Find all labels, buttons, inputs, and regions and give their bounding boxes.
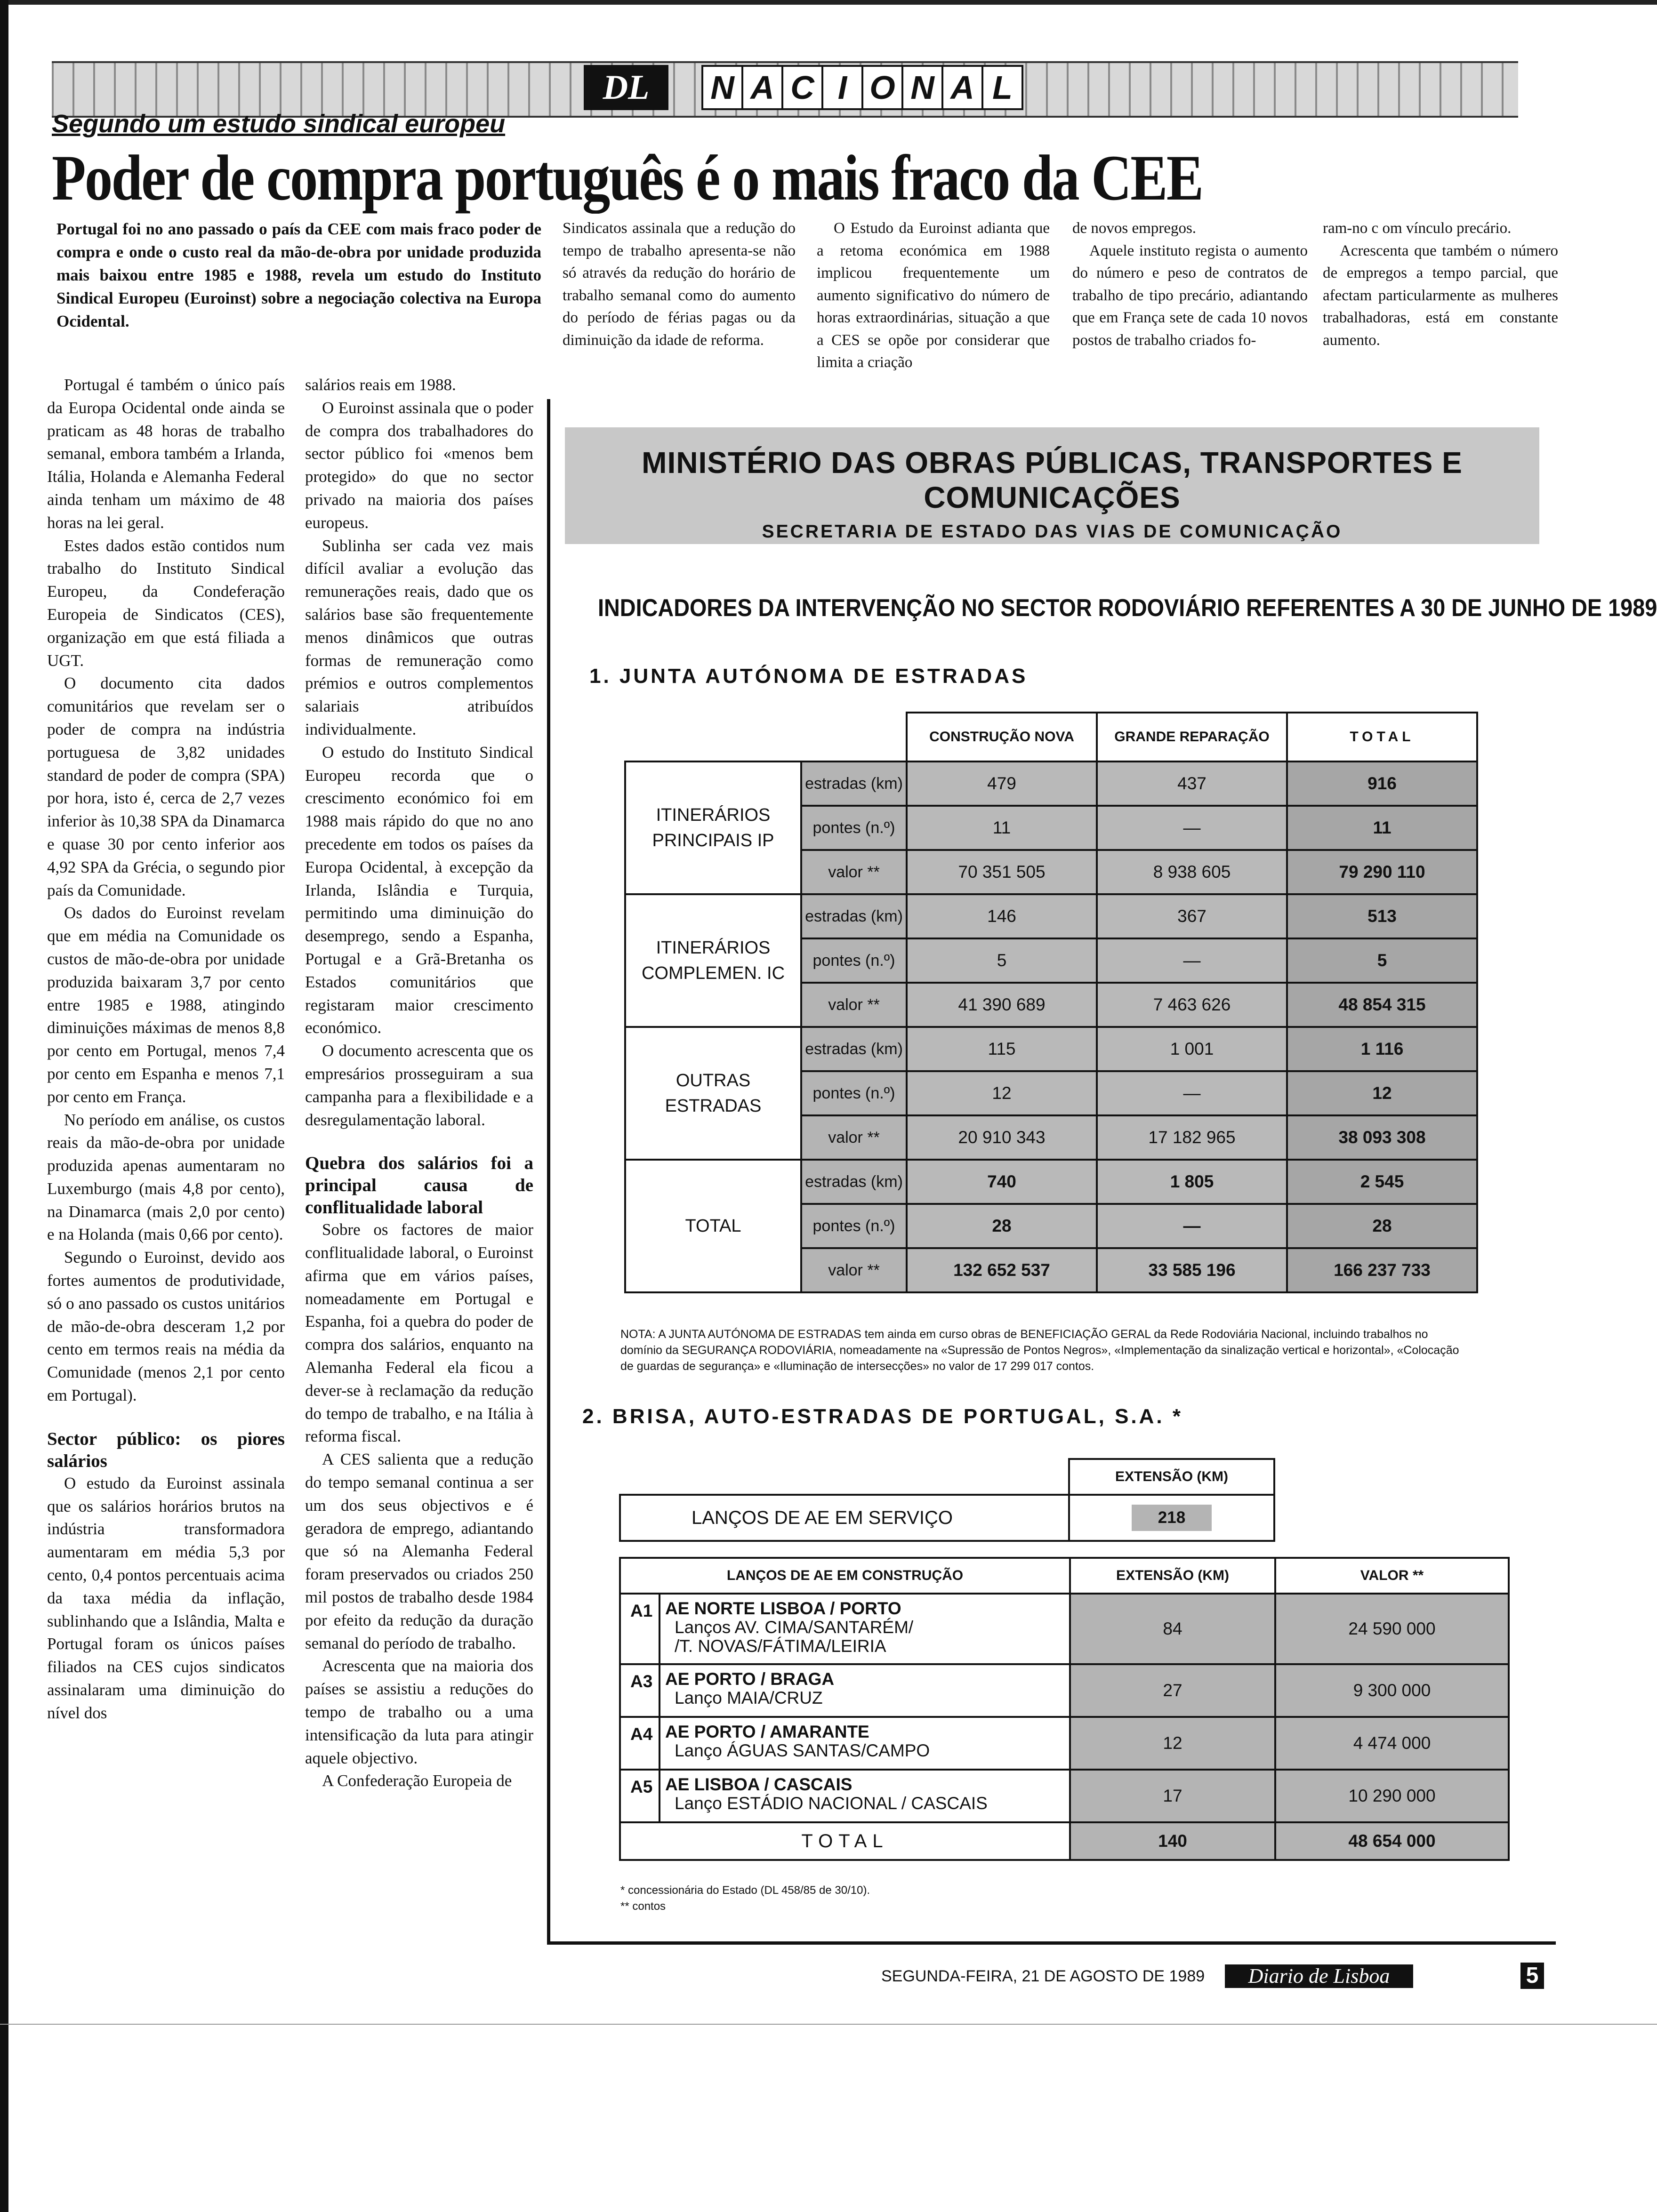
cell: 28	[1287, 1204, 1477, 1248]
table-row	[620, 1594, 1509, 1664]
cell: —	[1097, 938, 1287, 983]
cell: 28	[907, 1204, 1097, 1248]
header-total: TOTAL	[1287, 713, 1477, 761]
brisa-construction-table	[619, 1557, 1510, 1861]
page-left-edge	[0, 0, 8, 2212]
article-column-5	[1072, 217, 1308, 352]
paragraph: O documento cita dados comunitários que revelam ser o poder de compra na indústria portuguesa de 3,82 unidades standard de poder de compra (SPA) por hora, isto é, cerca de 2,7 vezes inferior às 10,38 SPA da Dinamarca e quase 30 por cento inferior aos 4,92 SPA da Grécia, o segundo pior país da Comunidade.	[47, 674, 285, 899]
paragraph: O Estudo da Euroinst adianta que a retoma económica em 1988 implicou frequentemente um aumento significativo do número de horas extraordinárias, situação a que a CES se opõe por considerar que limita a criação	[817, 220, 1050, 371]
article-column-3	[563, 217, 796, 352]
section-letter: N	[701, 65, 743, 110]
ae-name: AE PORTO / BRAGA	[665, 1669, 835, 1689]
cell: 84	[1070, 1594, 1275, 1664]
paragraph: Sobre os factores de maior conflitualidade laboral, o Euroinst afirma que em vários países, nomeadamente em Portugal e Espanha, foi a quebra do poder de compra dos salários, enquanto na Alemanha Federal ela ficou a dever-se à reclamação da redução do tempo de trabalho, e na Itália à reforma fiscal.	[305, 1220, 533, 1446]
bottom-rule	[0, 2024, 1657, 2025]
article-column-1	[47, 374, 285, 1725]
paragraph: Estes dados estão contidos num trabalho do Instituto Sindical Europeu, da Condeferação Europeia de Sindicatos (CES), organização em que está filiada a UGT.	[47, 536, 285, 670]
subheading: Quebra dos salários foi a principal causa de conflitualidade laboral	[305, 1153, 533, 1218]
cell	[1069, 1495, 1274, 1541]
row-label: pontes (n.º)	[801, 1204, 907, 1248]
table-row	[625, 894, 1477, 938]
cell: 5	[907, 938, 1097, 983]
cell: 48 654 000	[1275, 1822, 1509, 1860]
row-label: estradas (km)	[801, 1160, 907, 1204]
paragraph: O Euroinst assinala que o poder de compra dos trabalhadores do sector público foi «menos bem protegido» do que no sector privado na maioria dos países europeus.	[305, 398, 533, 532]
cell: 146	[907, 894, 1097, 938]
section-1-title: 1. JUNTA AUTÓNOMA DE ESTRADAS	[589, 665, 1028, 688]
cell: 79 290 110	[1287, 850, 1477, 894]
cell: 11	[1287, 806, 1477, 850]
cell: 132 652 537	[907, 1248, 1097, 1292]
subheading: Sector público: os piores salários	[47, 1428, 285, 1471]
ministry-name: MINISTÉRIO DAS OBRAS PÚBLICAS, TRANSPORTES E COMUNICAÇÕES	[642, 446, 1463, 514]
cell: 740	[907, 1160, 1097, 1204]
paragraph: de novos empregos.	[1072, 220, 1197, 237]
section-letter: I	[821, 65, 863, 110]
cell: 12	[1287, 1071, 1477, 1115]
header-lancos: LANÇOS DE AE EM CONSTRUÇÃO	[620, 1558, 1070, 1594]
ae-sub: Lanços AV. CIMA/SANTARÉM/	[675, 1618, 914, 1637]
article-headline: Poder de compra português é o mais fraco da CEE	[52, 142, 1203, 214]
section-letter: O	[861, 65, 903, 110]
cell: 437	[1097, 761, 1287, 806]
cell: 9 300 000	[1275, 1664, 1509, 1717]
cell: 12	[1070, 1717, 1275, 1770]
cell: 7 463 626	[1097, 983, 1287, 1027]
paragraph: Acrescenta que também o número de empregos a tempo parcial, que afectam particularmente as mulheres trabalhadoras, está em constante aumento.	[1323, 242, 1558, 349]
footnote: ** contos	[620, 1900, 666, 1913]
cell: 166 237 733	[1287, 1248, 1477, 1292]
group-label: TOTAL	[625, 1160, 801, 1292]
row-label: pontes (n.º)	[801, 938, 907, 983]
ae-name: AE LISBOA / CASCAIS	[665, 1775, 853, 1794]
paragraph: No período em análise, os custos reais da mão-de-obra por unidade produzida apenas aumentaram no Luxemburgo (mais 4,8 por cento), na Dinamarca (mais 2,0 por cento) e na Holanda (mais 0,66 por cento).	[47, 1110, 285, 1244]
ae-sub: Lanço ÁGUAS SANTAS/CAMPO	[675, 1741, 930, 1760]
cell: 115	[907, 1027, 1097, 1071]
header-extensao: EXTENSÃO (KM)	[1069, 1459, 1274, 1495]
table-row-total	[620, 1822, 1509, 1860]
dl-logo: DL	[584, 65, 668, 110]
cell: —	[1097, 806, 1287, 850]
table-row	[620, 1770, 1509, 1822]
cell: 70 351 505	[907, 850, 1097, 894]
article-column-6	[1323, 217, 1558, 352]
paragraph: Aquele instituto regista o aumento do número e peso de contratos de trabalho de tipo precário, adiantando que em França sete de cada 10 novos postos de trabalho criados fo-	[1072, 242, 1308, 349]
ae-code: A3	[620, 1664, 660, 1717]
cell: 140	[1070, 1822, 1275, 1860]
table-row	[620, 1717, 1509, 1770]
service-value: 218	[1132, 1505, 1212, 1531]
cell: 41 390 689	[907, 983, 1097, 1027]
section-letter: A	[741, 65, 783, 110]
row-label: valor **	[801, 850, 907, 894]
secretary-name: SECRETARIA DE ESTADO DAS VIAS DE COMUNICAÇÃO	[762, 521, 1343, 542]
cell: 2 545	[1287, 1160, 1477, 1204]
paragraph: Os dados do Euroinst revelam que em média na Comunidade os custos de mão-de-obra por unidade produzida baixaram 3,7 por cento entre 1985 e 1988, atingindo diminuições máximas de menos 8,8 por cento em Portugal, menos 7,4 por cento em Espanha e menos 7,1 por cento em França.	[47, 904, 285, 1106]
page-top-edge	[0, 0, 1657, 5]
paragraph: Portugal é também o único país da Europa Ocidental onde ainda se praticam as 48 horas de trabalho semanal, embora também a Irlanda, Itália, Holanda e Alemanha Federal ainda tenham um máximo de 48 horas na lei geral.	[47, 376, 285, 532]
cell: —	[1097, 1071, 1287, 1115]
group-label: ITINERÁRIOS PRINCIPAIS IP	[625, 761, 801, 894]
paragraph: ram-no c om vínculo precário.	[1323, 220, 1512, 237]
newspaper-name: Diario de Lisboa	[1225, 1964, 1413, 1988]
row-label: estradas (km)	[801, 761, 907, 806]
jae-table	[624, 712, 1478, 1293]
paragraph: Segundo o Euroinst, devido aos fortes aumentos de produtividade, só o ano passado os custos unitários de mão-de-obra desceram 1,2 por cento em termos reais na média da Comunidade (menos 2,1 por cento em Portugal).	[47, 1248, 285, 1405]
ae-code: A4	[620, 1717, 660, 1770]
cell: 916	[1287, 761, 1477, 806]
header-valor: VALOR **	[1275, 1558, 1509, 1594]
section-letter: C	[781, 65, 823, 110]
cell: 1 116	[1287, 1027, 1477, 1071]
cell: 1 805	[1097, 1160, 1287, 1204]
jae-note: NOTA: A JUNTA AUTÓNOMA DE ESTRADAS tem ainda em curso obras de BENEFICIAÇÃO GERAL da Rede Rodoviária Nacional, incluindo trabalhos no domínio da SEGURANÇA RODOVIÁRIA, nomeadamente na «Supressão de Pontos Negros», «Implementação da sinalização vertical e horizontal», «Colocação de guardas de segurança» e «Iluminação de intersecções» no valor de 17 299 017 contos.	[620, 1328, 1459, 1373]
paragraph: A Confederação Europeia de	[322, 1771, 512, 1790]
section-name	[701, 65, 1022, 110]
paragraph: Acrescenta que na maioria dos países se assistiu a reduções do tempo de trabalho ou a uma intensificação da luta para atingir aquele objectivo.	[305, 1657, 533, 1767]
cell: 513	[1287, 894, 1477, 938]
paragraph: O estudo do Instituto Sindical Europeu recorda que o crescimento económico foi em 1988 mais rápido do que no ano precedente em todos os países da Europa Ocidental, à excepção da Irlanda, Islândia e Turquia, permitindo uma diminuição do desemprego, sendo a Espanha, Portugal e a Grã-Bretanha os Estados comunitários que registaram maior crescimento económico.	[305, 743, 533, 1037]
footnote: * concessionária do Estado (DL 458/85 de 30/10).	[620, 1884, 870, 1897]
cell: 48 854 315	[1287, 983, 1477, 1027]
ministry-banner	[565, 427, 1539, 544]
cell: 11	[907, 806, 1097, 850]
paragraph: O estudo da Euroinst assinala que os salários horários brutos na indústria transformadora aumentaram em média 5,3 por cento, 0,4 pontos percentuais acima da taxa média da inflação, sublinhando que a Islândia, Malta e Portugal foram os únicos países filiados na CES cujos sindicatos assinalaram uma diminuição do nível dos	[47, 1474, 285, 1722]
total-label: TOTAL	[620, 1822, 1070, 1860]
row-label: pontes (n.º)	[801, 806, 907, 850]
article-column-2	[305, 374, 533, 1793]
cell: —	[1097, 1204, 1287, 1248]
paragraph: salários reais em 1988.	[305, 376, 456, 394]
indicators-title: INDICADORES DA INTERVENÇÃO NO SECTOR RODOVIÁRIO REFERENTES A 30 DE JUNHO DE 1989	[598, 594, 1657, 622]
page-number: 5	[1520, 1963, 1544, 1989]
cell: 20 910 343	[907, 1115, 1097, 1160]
cell: 38 093 308	[1287, 1115, 1477, 1160]
table-row	[625, 761, 1477, 806]
footer-date: SEGUNDA-FEIRA, 21 DE AGOSTO DE 1989	[881, 1967, 1205, 1985]
header-grande-reparacao: GRANDE REPARAÇÃO	[1097, 713, 1287, 761]
table-row	[620, 1495, 1274, 1541]
paragraph: A CES salienta que a redução do tempo semanal continua a ser um dos seus objectivos e é geradora de emprego, adiantando que só na Alemanha Federal foram preservados ou criados 250 mil postos de trabalho desde 1984 por efeito da redução da duração semanal do período de trabalho.	[305, 1450, 533, 1652]
brisa-footnotes	[620, 1883, 870, 1915]
cell: 17	[1070, 1770, 1275, 1822]
group-label: ITINERÁRIOS COMPLEMEN. IC	[625, 894, 801, 1027]
cell: 1 001	[1097, 1027, 1287, 1071]
cell: 4 474 000	[1275, 1717, 1509, 1770]
cell: 479	[907, 761, 1097, 806]
cell: 33 585 196	[1097, 1248, 1287, 1292]
cell: 17 182 965	[1097, 1115, 1287, 1160]
row-label: valor **	[801, 1115, 907, 1160]
article-column-4	[817, 217, 1050, 374]
cell: 24 590 000	[1275, 1594, 1509, 1664]
row-label: estradas (km)	[801, 1027, 907, 1071]
row-label: valor **	[801, 1248, 907, 1292]
ae-code: A5	[620, 1770, 660, 1822]
section-letter: A	[941, 65, 983, 110]
table-row	[625, 1027, 1477, 1071]
ae-sub: /T. NOVAS/FÁTIMA/LEIRIA	[675, 1636, 886, 1656]
group-label: OUTRAS ESTRADAS	[625, 1027, 801, 1160]
cell: 12	[907, 1071, 1097, 1115]
cell: 10 290 000	[1275, 1770, 1509, 1822]
paragraph: O documento acrescenta que os empresários prosseguiram a sua campanha para a flexibilidade e a desregulamentação laboral.	[305, 1042, 533, 1129]
ae-name: AE NORTE LISBOA / PORTO	[665, 1599, 901, 1618]
cell: 27	[1070, 1664, 1275, 1717]
paragraph: Sindicatos assinala que a redução do tempo de trabalho apresenta-se não só através da redução do horário de trabalho semanal como do aumento do período de férias pagas ou da diminuição da idade de reforma.	[563, 220, 796, 349]
cell: 5	[1287, 938, 1477, 983]
paragraph: Sublinha ser cada vez mais difícil avaliar a evolução das remunerações reais, dado que os salários base são frequentemente menos dinâmicos que outras formas de remuneração como prémios e outros complementos salariais atribuídos individualmente.	[305, 536, 533, 738]
article-kicker: Segundo um estudo sindical europeu	[52, 110, 506, 138]
table-row	[625, 1160, 1477, 1204]
table-row	[620, 1664, 1509, 1717]
section-2-title: 2. BRISA, AUTO-ESTRADAS DE PORTUGAL, S.A. *	[582, 1405, 1183, 1428]
cell: 8 938 605	[1097, 850, 1287, 894]
row-label: pontes (n.º)	[801, 1071, 907, 1115]
header-extensao: EXTENSÃO (KM)	[1070, 1558, 1275, 1594]
section-letter: L	[981, 65, 1023, 110]
cell: 367	[1097, 894, 1287, 938]
service-label: LANÇOS DE AE EM SERVIÇO	[620, 1495, 1069, 1541]
ae-code: A1	[620, 1594, 660, 1664]
article-lead: Portugal foi no ano passado o país da CEE com mais fraco poder de compra e onde o custo real da mão-de-obra por unidade produzida mais baixou entre 1985 e 1988, revela um estudo do Instituto Sindical Europeu (Euroinst) sobre a negociação colectiva na Europa Ocidental.	[56, 220, 541, 330]
ae-sub: Lanço ESTÁDIO NACIONAL / CASCAIS	[675, 1794, 988, 1813]
brisa-service-table	[619, 1458, 1275, 1542]
row-label: valor **	[801, 983, 907, 1027]
row-label: estradas (km)	[801, 894, 907, 938]
section-letter: N	[901, 65, 943, 110]
ae-name: AE PORTO / AMARANTE	[665, 1722, 869, 1741]
header-construcao: CONSTRUÇÃO NOVA	[907, 713, 1097, 761]
ae-sub: Lanço MAIA/CRUZ	[675, 1688, 823, 1707]
